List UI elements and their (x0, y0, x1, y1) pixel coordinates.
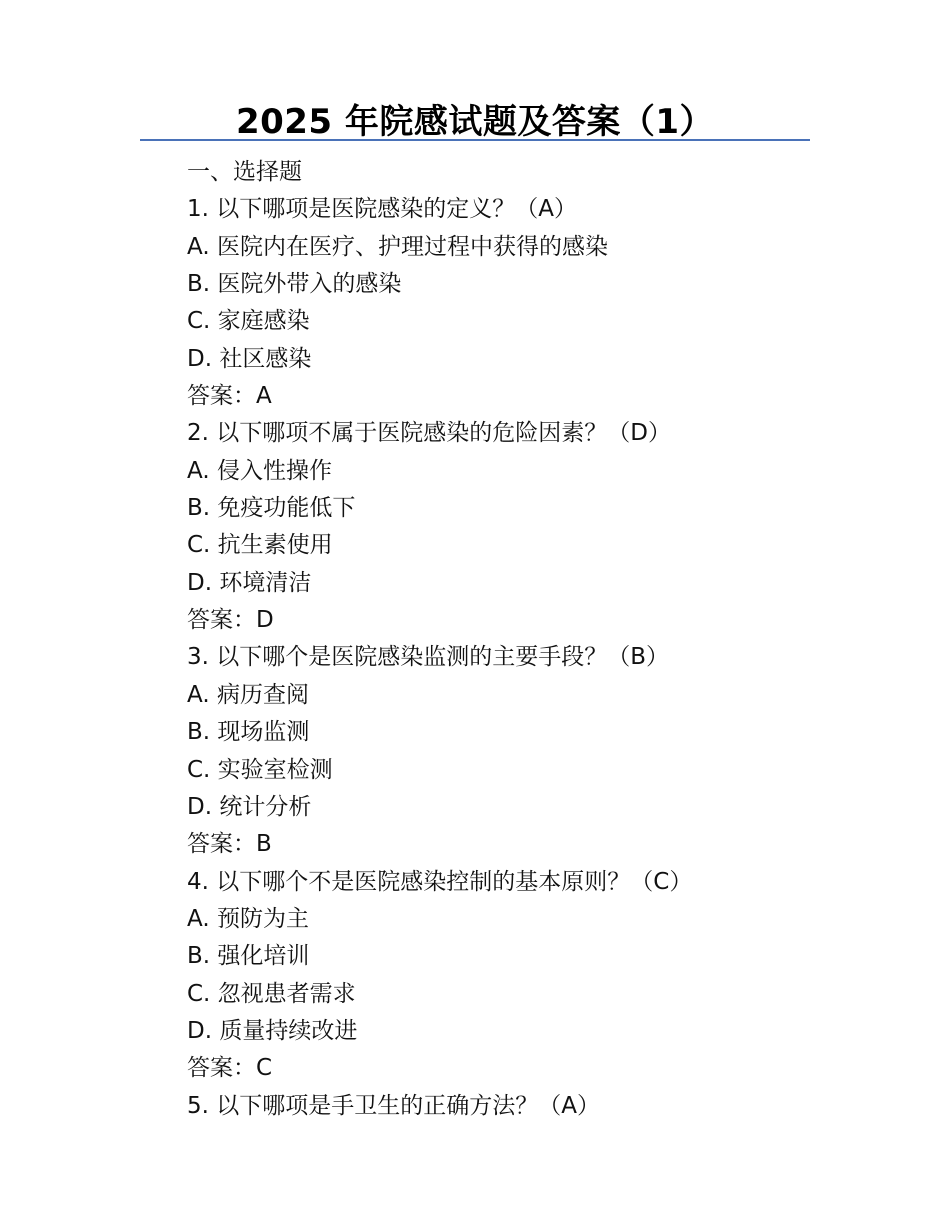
option-a: A. 预防为主 (187, 905, 309, 932)
option-d: D. 环境清洁 (187, 569, 312, 596)
option-c: C. 抗生素使用 (187, 532, 333, 559)
question-4 (187, 864, 807, 1088)
answer-line: 答案：C (187, 1055, 273, 1082)
document-title: 2025 年院感试题及答案（1） (235, 102, 715, 142)
option-d: D. 统计分析 (187, 793, 312, 820)
option-a: A. 医院内在医疗、护理过程中获得的感染 (187, 233, 608, 260)
option-b: B. 现场监测 (187, 719, 310, 746)
option-c: C. 忽视患者需求 (187, 980, 356, 1007)
question-stem: 1. 以下哪项是医院感染的定义？（A） (187, 196, 577, 223)
option-c: C. 家庭感染 (187, 308, 310, 335)
question-stem: 3. 以下哪个是医院感染监测的主要手段？（B） (187, 644, 670, 671)
question-stem: 4. 以下哪个不是医院感染控制的基本原则？（C） (187, 868, 693, 895)
option-d: D. 社区感染 (187, 345, 312, 372)
option-a: A. 病历查阅 (187, 681, 309, 708)
question-stem: 5. 以下哪项是手卫生的正确方法？（A） (187, 1092, 600, 1119)
option-c: C. 实验室检测 (187, 756, 333, 783)
document-body (187, 154, 807, 1125)
answer-line: 答案：A (187, 383, 272, 410)
question-3 (187, 639, 807, 863)
question-stem: 2. 以下哪项不属于医院感染的危险因素？（D） (187, 420, 671, 447)
section-heading: 一、选择题 (187, 159, 302, 185)
option-b: B. 医院外带入的感染 (187, 271, 402, 298)
title-underline (140, 139, 810, 141)
answer-line: 答案：D (187, 607, 274, 634)
answer-line: 答案：B (187, 831, 272, 858)
question-1 (187, 191, 807, 415)
option-a: A. 侵入性操作 (187, 457, 332, 484)
option-b: B. 免疫功能低下 (187, 495, 356, 522)
option-b: B. 强化培训 (187, 943, 310, 970)
question-5 (187, 1088, 807, 1125)
option-d: D. 质量持续改进 (187, 1017, 358, 1044)
question-2 (187, 415, 807, 639)
